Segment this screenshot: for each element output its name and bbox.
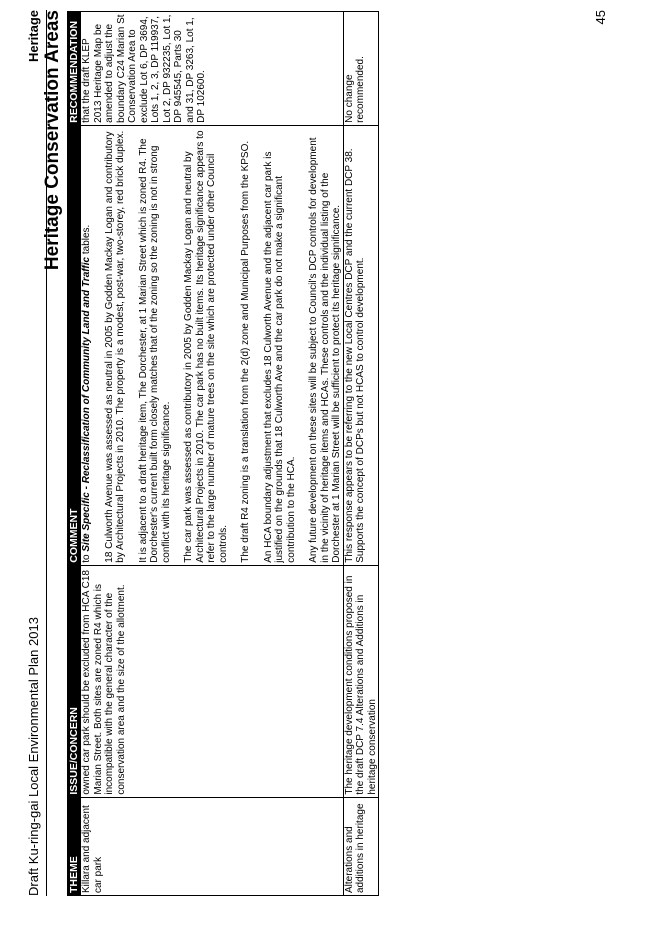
page-title: Heritage Conservation Areas (42, 10, 63, 271)
comment-intro: to Site Specific - Reclassification of Community Land and Traffic tables. (81, 224, 92, 563)
column-header-theme: THEME (68, 797, 81, 895)
theme-cell: Killara and adjacent car park (81, 797, 344, 895)
comment-intro-emphasis: Site Specific - Reclassification of Community Land and Traffic (81, 256, 92, 552)
page-number: 45 (593, 10, 608, 25)
comment-paragraph: The car park was assessed as contributory in 2005 by Godden Mackay Logan and neutral by Architectural Projects in 2010. The car park has no built items. Its heritage significance appears to refer to the large number of mature trees on the site which are protected under other Council controls. (183, 130, 229, 563)
comment-paragraph: The draft R4 zoning is a translation from the 2(d) zone and Municipal Purposes from the KPSO. (240, 140, 251, 563)
table-row (343, 12, 379, 896)
issue-cell: The heritage development conditions proposed in the draft DCP 7.4 Alterations and Additions in heritage conservation (343, 565, 379, 797)
theme-cell: Alterations and additions in heritage (343, 797, 379, 895)
comment-paragraph: An HCA boundary adjustment that excludes 18 Culworth Avenue and the adjacent car park is justified on the grounds that 18 Culworth Ave and the car park do not make a significant contribution to the HCA. (262, 151, 297, 563)
recommendation-cell: that the draft KLEP 2013 Heritage Map be amended to adjust the boundary C24 Marian St Conservation Area to exclude Lot 6, DP 3694, Lots 1, 2, 3, DP 119937, Lot 2, DP 932235, Lot 1, DP 945545, Parts 30 and 31, DP 3263, Lot 1, DP 102600. (81, 12, 344, 126)
recommendation-cell: No change recommended. (343, 12, 379, 126)
comment-paragraph: It is adjacent to a draft heritage item, The Dorchester, at 1 Marian Street which is zoned R4. The Dorchester's current built form closely matches that of the zoning so the zoning is not in strong conflict with its heritage significance. (137, 138, 172, 563)
comment-cell (81, 125, 344, 565)
document-title: Draft Ku-ring-gai Local Environmental Plan 2013 (26, 617, 41, 896)
comment-paragraph: 18 Culworth Avenue was assessed as neutral in 2005 by Godden Mackay Logan and contributory by Architectural Projects in 2010. The property is a modest, post-war, two-storey, red brick duplex. (103, 130, 126, 563)
submissions-table (67, 11, 379, 896)
header-rule (46, 10, 47, 896)
table-header-row (68, 12, 81, 896)
column-header-recommendation: RECOMMENDATION (68, 12, 81, 126)
comment-paragraph: Any future development on these sites will be subject to Council's DCP controls for development in the vicinity of heritage items and HCAs. These controls and the individual listing of the Dorchester at 1 Marian Street will be sufficient to protect its heritage significance. (308, 137, 342, 563)
section-name: Heritage (26, 10, 41, 63)
column-header-issue: ISSUE/CONCERN (68, 565, 81, 797)
comment-cell: This response appears to be referring to the new Local Centres DCP and the current DCP 38. Supports the concept of DCPs but not HCAS to control development. (343, 125, 379, 565)
column-header-comment: COMMENT (68, 125, 81, 565)
issue-cell: owned car park should be excluded from HCA C18 Marian Street. Both sites are zoned R4 which is incompatible with the general character of the conservation area and the size of the allotment. (81, 565, 344, 797)
table-row (81, 12, 344, 896)
